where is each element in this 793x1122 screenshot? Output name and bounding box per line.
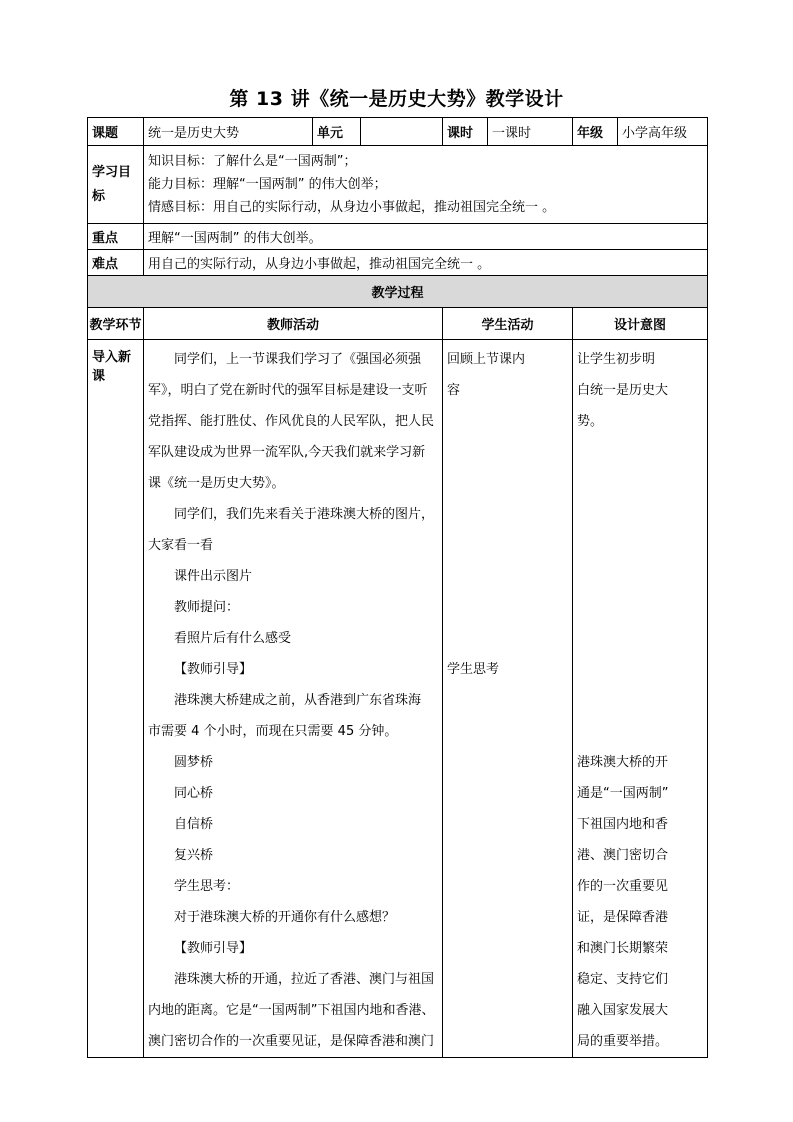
design-intent-cell	[573, 340, 708, 1058]
teacher-line: 澳门密切合作的一次重要见证，是保障香港和澳门	[148, 1034, 435, 1049]
stage-cell: 导入新课	[88, 340, 144, 1058]
key-point-label: 重点	[88, 224, 144, 250]
objective-item: 能力目标：理解“一国两制” 的伟大创举；	[148, 177, 387, 192]
intent-line: 让学生初步明	[577, 352, 656, 367]
teacher-line: 圆梦桥	[174, 755, 214, 770]
unit-label: 单元	[313, 118, 361, 146]
teacher-line: 同学们，上一节课我们学习了《强国必须强	[174, 352, 422, 367]
intent-line: 港、澳门密切合	[577, 848, 669, 863]
teacher-line: 【教师引导】	[174, 941, 253, 956]
teacher-line: 港珠澳大桥建成之前，从香港到广东省珠海	[174, 693, 422, 708]
header-row	[88, 118, 708, 146]
period-label: 课时	[443, 118, 488, 146]
unit-value	[361, 118, 443, 146]
teacher-line: 看照片后有什么感受	[174, 631, 292, 646]
teacher-line: 学生思考：	[174, 879, 240, 894]
intent-line: 融入国家发展大	[577, 1003, 669, 1018]
student-line: 容	[447, 383, 461, 398]
student-line: 学生思考	[447, 662, 500, 677]
objectives-label: 学习目标	[88, 146, 144, 224]
teacher-line: 党指挥、能打胜仗、作风优良的人民军队，把人民	[148, 414, 435, 429]
teacher-line: 大家看一看	[148, 538, 214, 553]
teacher-line: 课件出示图片	[174, 569, 253, 584]
intent-line: 白统一是历史大	[577, 383, 669, 398]
objectives-list	[144, 146, 708, 224]
intent-line: 证，是保障香港	[577, 910, 669, 925]
difficulty-label: 难点	[88, 250, 144, 276]
intent-line: 稳定、支持它们	[577, 972, 669, 987]
objective-item: 情感目标：用自己的实际行动，从身边小事做起，推动祖国完全统一 。	[148, 200, 556, 215]
teacher-line: 内地的距离。它是“一国两制”下祖国内地和香港、	[148, 1003, 435, 1018]
period-value: 一课时	[488, 118, 573, 146]
process-body-row	[88, 340, 708, 1058]
intent-line: 和澳门长期繁荣	[577, 941, 669, 956]
process-header-row	[88, 308, 708, 340]
student-activity-cell	[443, 340, 573, 1058]
teacher-line: 课《统一是历史大势》。	[148, 476, 285, 491]
teacher-line: 对于港珠澳大桥的开通你有什么感想？	[174, 910, 396, 925]
intent-line: 通是“一国两制”	[577, 786, 669, 801]
teacher-activity-cell	[144, 340, 443, 1058]
teacher-line: 自信桥	[174, 817, 214, 832]
intent-line: 局的重要举措。	[577, 1034, 669, 1049]
col-intent-header: 设计意图	[573, 308, 708, 340]
intent-line: 港珠澳大桥的开	[577, 755, 669, 770]
grade-value: 小学高年级	[618, 118, 708, 146]
teacher-line: 教师提问：	[174, 600, 240, 615]
teacher-line: 【教师引导】	[174, 662, 253, 677]
topic-label: 课题	[88, 118, 144, 146]
teacher-line: 市需要 4 个小时，而现在只需要 45 分钟。	[148, 724, 398, 739]
difficulty-row	[88, 250, 708, 276]
col-stage-header: 教学环节	[88, 308, 144, 340]
col-teacher-header: 教师活动	[144, 308, 443, 340]
key-point-row	[88, 224, 708, 250]
topic-value: 统一是历史大势	[144, 118, 313, 146]
teacher-line: 港珠澳大桥的开通，拉近了香港、澳门与祖国	[174, 972, 435, 987]
process-title-row	[88, 276, 708, 308]
teacher-line: 军队建设成为世界一流军队,今天我们就来学习新	[148, 445, 426, 460]
teacher-line: 军》，明白了党在新时代的强军目标是建设一支听	[148, 383, 428, 398]
intent-line: 下祖国内地和香	[577, 817, 669, 832]
teacher-line: 复兴桥	[174, 848, 214, 863]
intent-line: 势。	[577, 414, 604, 429]
difficulty-value: 用自己的实际行动，从身边小事做起，推动祖国完全统一 。	[144, 250, 708, 276]
intent-line: 作的一次重要见	[577, 879, 669, 894]
student-line: 回顾上节课内	[447, 352, 526, 367]
objectives-row	[88, 146, 708, 224]
teacher-line: 同学们，我们先来看关于港珠澳大桥的图片，	[174, 507, 435, 522]
lesson-plan-table	[87, 117, 708, 1058]
objective-item: 知识目标：了解什么是“一国两制”；	[148, 154, 357, 169]
col-student-header: 学生活动	[443, 308, 573, 340]
grade-label: 年级	[573, 118, 618, 146]
teacher-line: 同心桥	[174, 786, 214, 801]
key-point-value: 理解“一国两制” 的伟大创举。	[144, 224, 708, 250]
process-title: 教学过程	[88, 276, 708, 308]
page-title: 第 13 讲《统一是历史大势》教学设计	[229, 88, 564, 110]
